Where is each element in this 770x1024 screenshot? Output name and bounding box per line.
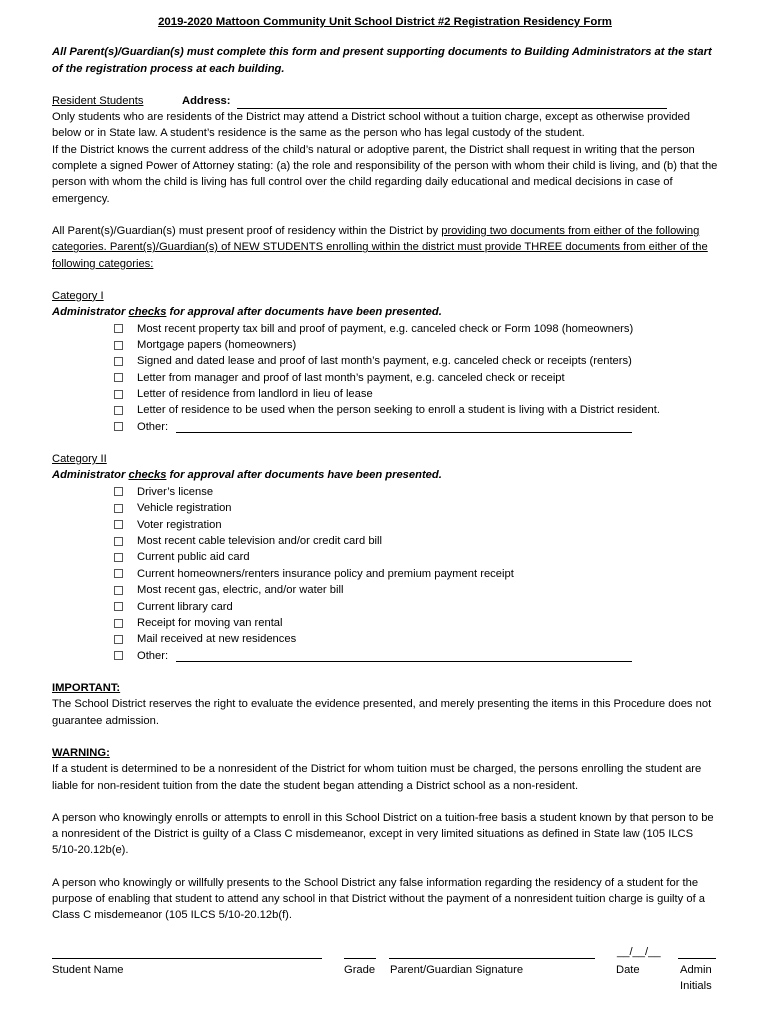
form-title: 2019-2020 Mattoon Community Unit School District #2 Registration Residency Form bbox=[158, 16, 612, 28]
admin-note-prefix: Administrator bbox=[52, 306, 129, 319]
item-label: Letter of residence to be used when the person seeking to enroll a student is living with a District resident. bbox=[137, 404, 660, 417]
item-label: Current homeowners/renters insurance policy and premium payment receipt bbox=[137, 567, 514, 580]
admin-note-suffix: for approval after documents have been presented. bbox=[166, 306, 442, 319]
admin-note-prefix: Administrator bbox=[52, 469, 129, 482]
checkbox[interactable] bbox=[114, 406, 123, 415]
list-item bbox=[114, 353, 718, 369]
warning-paragraph-3: A person who knowingly or willfully presents to the School District any false information regarding the residency of a student for the purpose of enabling that student to attend any school in that District without the payment of a nonresident tuition charge is guilty of a Class C misdemeanor (105 ILCS 5/10-20.12b(f). bbox=[52, 876, 706, 922]
grade-field[interactable] bbox=[344, 958, 376, 959]
student-name-field[interactable] bbox=[52, 958, 322, 959]
list-item bbox=[114, 582, 718, 598]
checkbox[interactable] bbox=[114, 602, 123, 611]
item-label: Most recent gas, electric, and/or water bill bbox=[137, 584, 344, 597]
checkbox[interactable] bbox=[114, 553, 123, 562]
list-item bbox=[114, 500, 718, 516]
intro-instructions: All Parent(s)/Guardian(s) must complete this form and present supporting documents to Building Administrators at the start of the registration process at each building. bbox=[52, 46, 712, 75]
list-item bbox=[114, 386, 718, 402]
checkbox[interactable] bbox=[114, 635, 123, 644]
list-item-other bbox=[114, 648, 718, 664]
date-label: Date bbox=[616, 964, 640, 976]
warning-heading: WARNING: bbox=[52, 746, 110, 759]
other-field[interactable] bbox=[176, 421, 632, 433]
admin-label: Admin bbox=[680, 964, 712, 976]
admin-note-checks: checks bbox=[128, 469, 167, 482]
list-item bbox=[114, 566, 718, 582]
checkbox[interactable] bbox=[114, 520, 123, 529]
important-heading: IMPORTANT: bbox=[52, 682, 121, 695]
list-item bbox=[114, 533, 718, 549]
resident-paragraph-1: Only students who are residents of the District may attend a District school without a tuition charge, except as otherwise provided below or in State law. A student’s residence is the same as the person who has legal custody of the student. bbox=[52, 111, 690, 140]
list-item bbox=[114, 402, 718, 418]
checkbox[interactable] bbox=[114, 324, 123, 333]
proof-of-residency-paragraph bbox=[52, 223, 718, 272]
item-label: Letter of residence from landlord in lieu of lease bbox=[137, 388, 373, 401]
item-label: Letter from manager and proof of last month’s payment, e.g. canceled check or receipt bbox=[137, 371, 565, 384]
proof-lead-text: All Parent(s)/Guardian(s) must present proof of residency within the District by bbox=[52, 224, 442, 237]
signature-row bbox=[52, 944, 718, 1004]
parent-signature-label: Parent/Guardian Signature bbox=[390, 964, 524, 976]
admin-note-checks: checks bbox=[128, 306, 167, 319]
address-field[interactable] bbox=[237, 95, 667, 109]
resident-students-header bbox=[52, 93, 718, 109]
category-1-title: Category I bbox=[52, 289, 104, 302]
other-label: Other: bbox=[137, 649, 169, 662]
category-2-title: Category II bbox=[52, 453, 107, 466]
category-2-admin-note bbox=[52, 467, 718, 483]
checkbox[interactable] bbox=[114, 487, 123, 496]
checkbox[interactable] bbox=[114, 537, 123, 546]
item-label: Current library card bbox=[137, 600, 233, 613]
admin-initials-label bbox=[680, 962, 712, 995]
list-item bbox=[114, 484, 718, 500]
important-text: The School District reserves the right to evaluate the evidence presented, and merely presenting the items in this Procedure does not guarantee admission. bbox=[52, 698, 712, 727]
resident-students-label: Resident Students bbox=[52, 94, 144, 107]
list-item bbox=[114, 517, 718, 533]
address-label: Address: bbox=[182, 94, 231, 107]
category-1-list bbox=[52, 320, 718, 435]
list-item bbox=[114, 549, 718, 565]
item-label: Current public aid card bbox=[137, 551, 250, 564]
checkbox[interactable] bbox=[114, 390, 123, 399]
other-label: Other: bbox=[137, 420, 169, 433]
checkbox[interactable] bbox=[114, 651, 123, 660]
item-label: Driver’s license bbox=[137, 485, 214, 498]
student-name-label: Student Name bbox=[52, 964, 124, 976]
category-1-admin-note bbox=[52, 304, 718, 320]
grade-label: Grade bbox=[344, 964, 376, 976]
parent-signature-field[interactable] bbox=[389, 958, 595, 959]
list-item bbox=[114, 337, 718, 353]
initials-label: Initials bbox=[680, 980, 712, 993]
item-label: Signed and dated lease and proof of last month’s payment, e.g. canceled check or receipts (renters) bbox=[137, 355, 632, 368]
item-label: Receipt for moving van rental bbox=[137, 616, 283, 629]
list-item bbox=[114, 615, 718, 631]
item-label: Most recent cable television and/or credit card bill bbox=[137, 535, 382, 547]
checkbox[interactable] bbox=[114, 504, 123, 513]
list-item-other bbox=[114, 419, 718, 435]
other-field[interactable] bbox=[176, 650, 632, 662]
item-label: Vehicle registration bbox=[137, 502, 232, 515]
admin-note-suffix: for approval after documents have been presented. bbox=[166, 469, 442, 482]
list-item bbox=[114, 599, 718, 615]
resident-paragraph-2: If the District knows the current address of the child’s natural or adoptive parent, the District shall request in writing that the person complete a signed Power of Attorney stating: (a) the role and responsibility of the person with whom their child is living, and (b) that the person with whom the child is living has full control over the child regarding daily educational and medical decisions in case of emergency. bbox=[52, 143, 718, 205]
checkbox[interactable] bbox=[114, 422, 123, 431]
item-label: Most recent property tax bill and proof of payment, e.g. canceled check or Form 1098 (homeowners) bbox=[137, 322, 634, 335]
list-item bbox=[114, 320, 718, 336]
checkbox[interactable] bbox=[114, 373, 123, 382]
admin-initials-field[interactable] bbox=[678, 958, 716, 959]
checkbox[interactable] bbox=[114, 357, 123, 366]
proof-underlined-text: providing two documents from either of the following categories. Parent(s)/Guardian(s) of NEW STUDENTS enrolling within the district must provide THREE documents from either of the following categories: bbox=[52, 224, 708, 270]
date-field[interactable]: __/__/__ bbox=[617, 946, 661, 958]
warning-paragraph-2: A person who knowingly enrolls or attempts to enroll in this School District on a tuition-free basis a student known by that person to be a nonresident of the District is guilty of a Class C misdemeanor, except in very limited situations as defined in State law (105 ILCS 5/10-20.12b(e). bbox=[52, 811, 714, 857]
item-label: Mail received at new residences bbox=[137, 633, 297, 646]
list-item bbox=[114, 631, 718, 647]
checkbox[interactable] bbox=[114, 341, 123, 350]
item-label: Mortgage papers (homeowners) bbox=[137, 338, 297, 351]
checkbox[interactable] bbox=[114, 586, 123, 595]
checkbox[interactable] bbox=[114, 569, 123, 578]
item-label: Voter registration bbox=[137, 518, 222, 531]
list-item bbox=[114, 370, 718, 386]
warning-paragraph-1: If a student is determined to be a nonresident of the District for whom tuition must be charged, the persons enrolling the student are liable for non-resident tuition from the date the student began attending a District school as a non-resident. bbox=[52, 763, 702, 792]
category-2-list bbox=[52, 484, 718, 664]
checkbox[interactable] bbox=[114, 619, 123, 628]
